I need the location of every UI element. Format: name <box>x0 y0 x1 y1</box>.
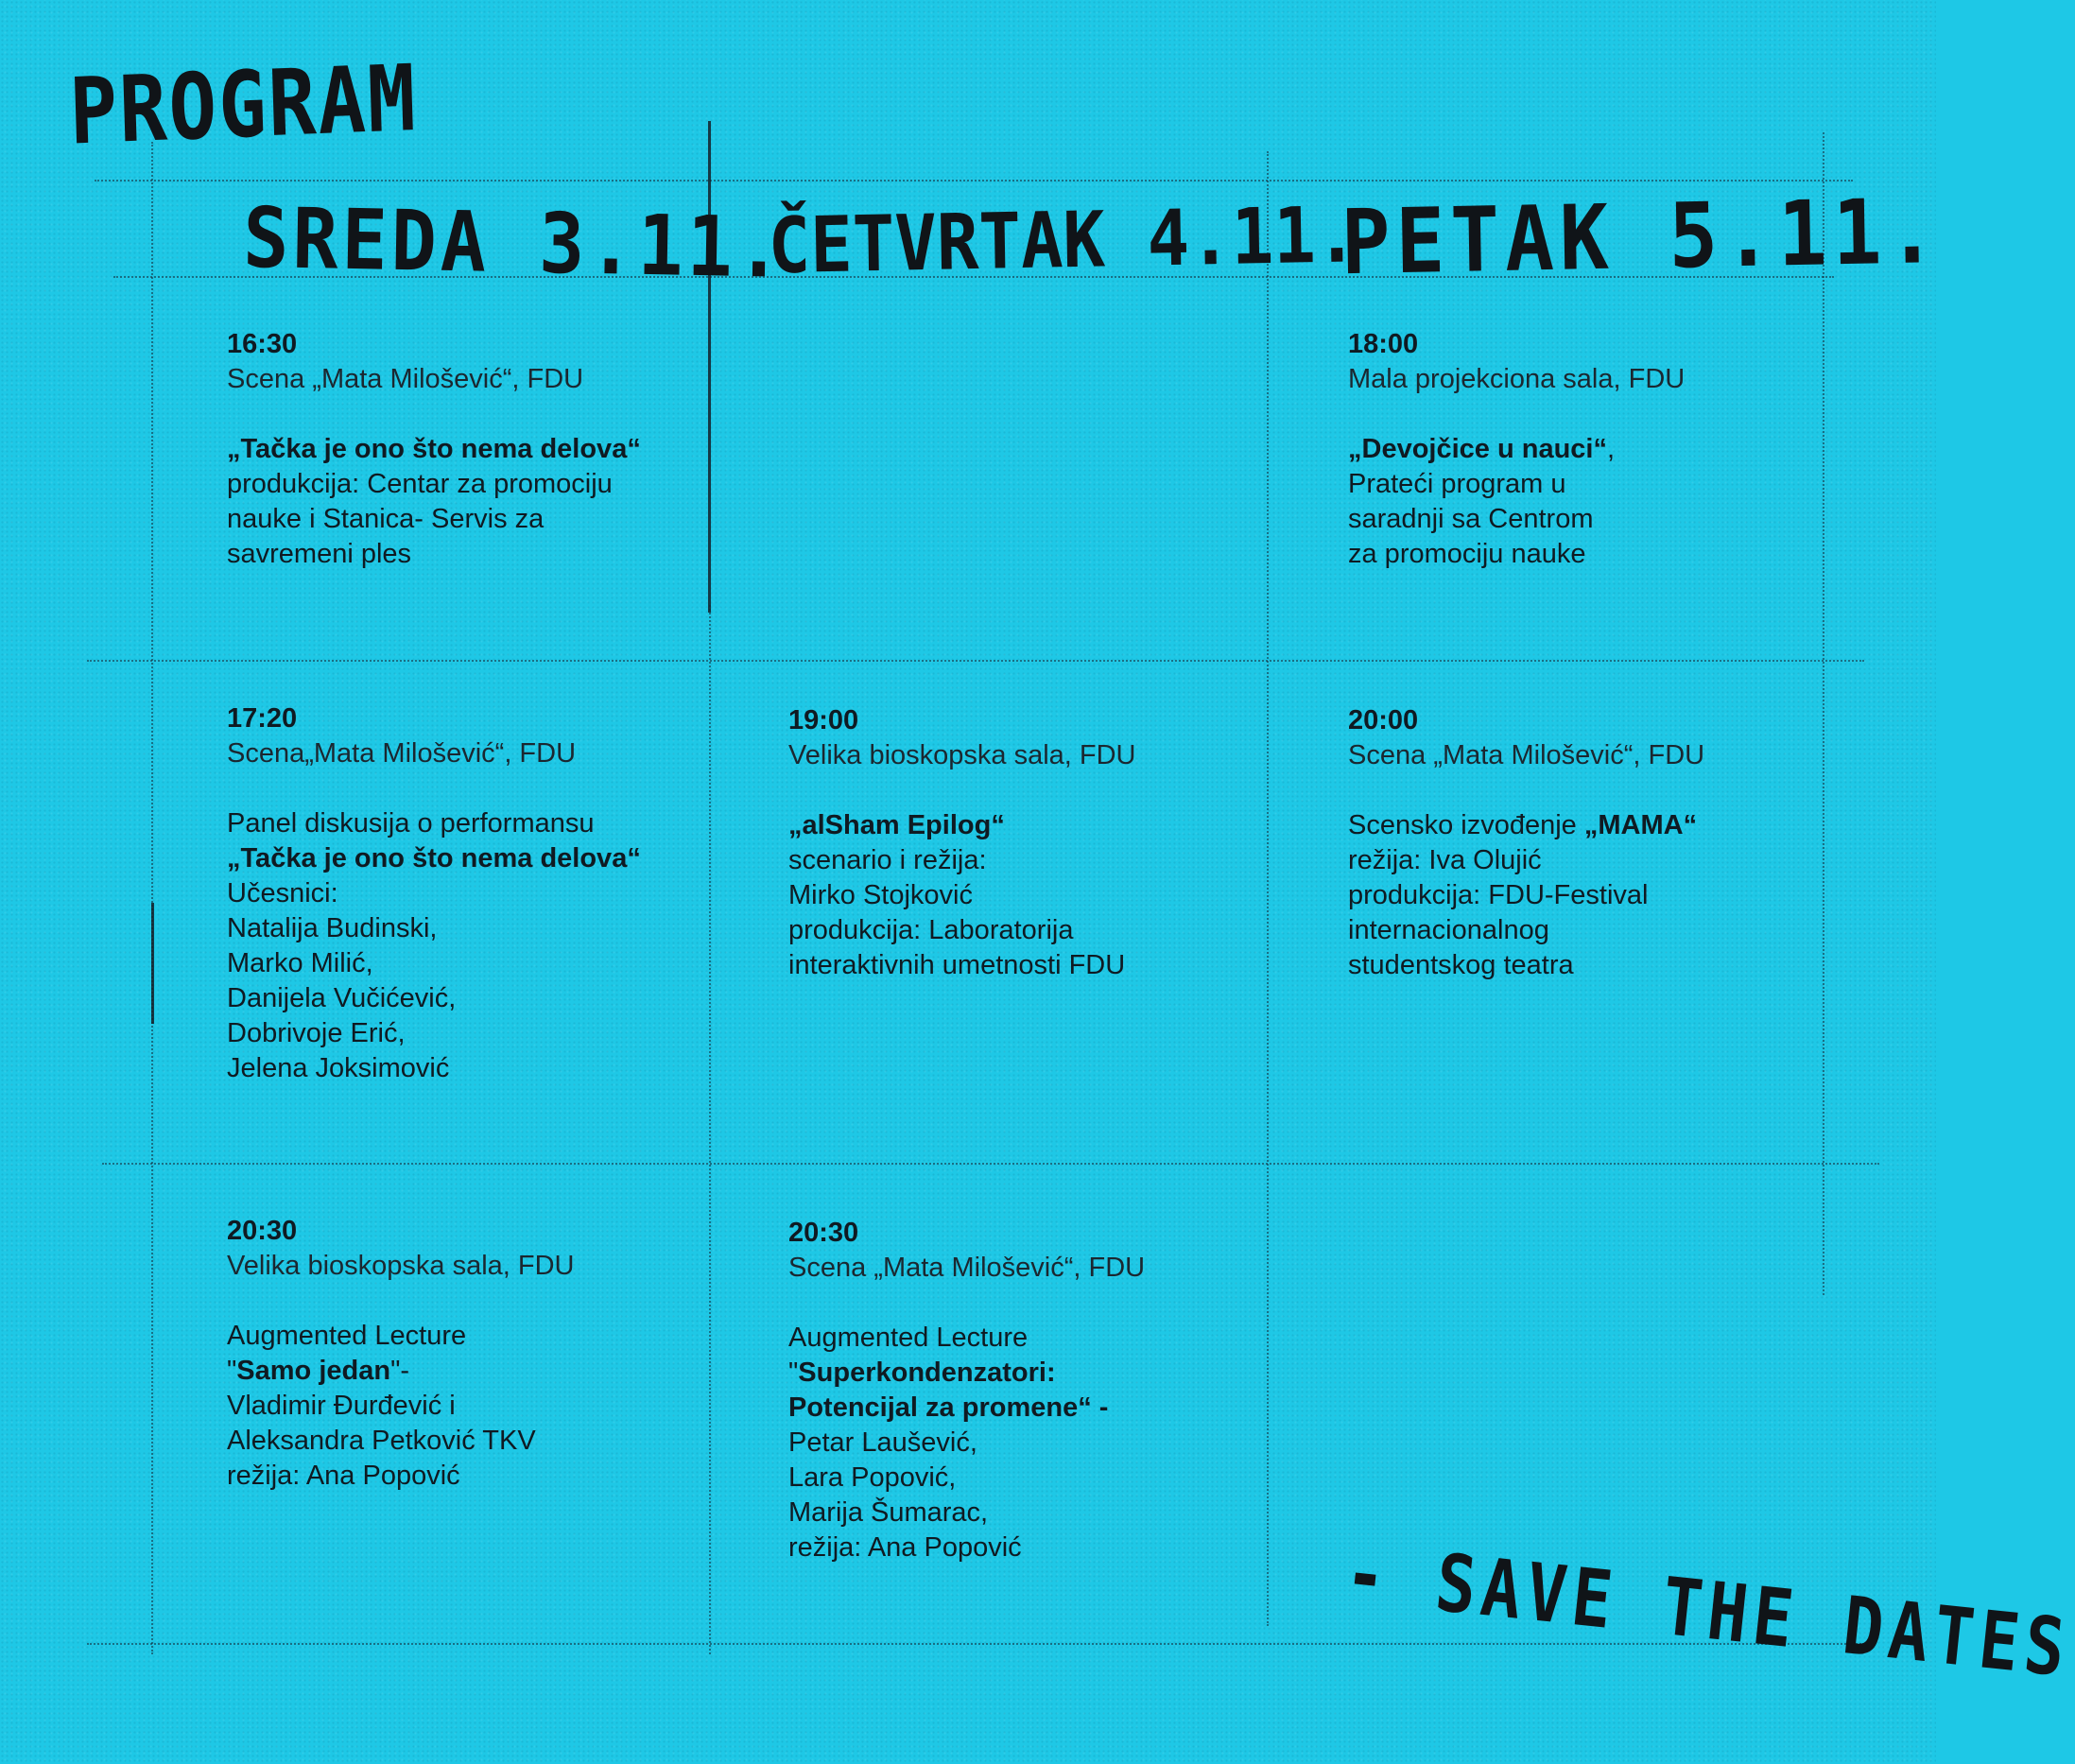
day-header-petak: PETAK 5.11. <box>1340 180 1944 296</box>
event-line: produkcija: Laboratorija <box>788 915 1074 945</box>
event-quote-open: " <box>227 1356 237 1386</box>
day-header-cetvrtak: ČETVRTAK 4.11. <box>767 190 1359 291</box>
event-line: režija: Ana Popović <box>788 1532 1022 1563</box>
event-line: Marko Milić, <box>227 948 373 978</box>
event-line: saradnji sa Centrom <box>1348 504 1594 534</box>
event-venue: Velika bioskopska sala, FDU <box>788 740 1136 770</box>
event-cetvrtak-1900 <box>788 703 1136 983</box>
event-line: Marija Šumarac, <box>788 1497 989 1528</box>
event-line: režija: Iva Olujić <box>1348 845 1542 875</box>
event-line: produkcija: FDU-Festival <box>1348 880 1649 910</box>
event-venue: Scena„Mata Milošević“, FDU <box>227 738 577 769</box>
event-line: za promociju nauke <box>1348 539 1586 569</box>
event-line: Dobrivoje Erić, <box>227 1018 406 1048</box>
event-venue: Scena „Mata Milošević“, FDU <box>788 1253 1146 1283</box>
event-line: Vladimir Đurđević i <box>227 1391 456 1421</box>
event-sreda-1630 <box>227 327 641 572</box>
grid-line-col1-solid <box>708 121 711 613</box>
event-title-2-suffix: “ - <box>1078 1392 1109 1423</box>
event-time: 20:00 <box>1348 705 1419 735</box>
save-the-dates-note: - SAVE THE DATES <box>1340 1526 2075 1696</box>
event-time: 18:00 <box>1348 329 1419 359</box>
event-time: 20:30 <box>788 1218 859 1248</box>
grid-line-col1 <box>709 605 711 1654</box>
program-title: PROGRAM <box>67 44 419 165</box>
event-title: „Devojčice u nauci“ <box>1348 434 1607 464</box>
event-title: Samo jedan <box>236 1356 391 1386</box>
event-line: Jelena Joksimović <box>227 1053 450 1083</box>
event-venue: Velika bioskopska sala, FDU <box>227 1251 575 1281</box>
event-time: 20:30 <box>227 1216 298 1246</box>
event-cetvrtak-2030 <box>788 1216 1145 1565</box>
event-line: Petar Laušević, <box>788 1427 977 1458</box>
event-title: „Tačka je ono što nema delova“ <box>227 434 641 464</box>
event-title-suffix: "- <box>390 1356 410 1386</box>
event-time: 16:30 <box>227 329 298 359</box>
event-venue: Mala projekciona sala, FDU <box>1348 364 1686 394</box>
event-sreda-1720 <box>227 701 641 1086</box>
event-quote-open: " <box>788 1358 799 1388</box>
event-line: savremeni ples <box>227 539 412 569</box>
event-line: nauke i Stanica- Servis za <box>227 504 545 534</box>
event-line: produkcija: Centar za promociju <box>227 469 613 499</box>
event-petak-2000 <box>1348 703 1704 983</box>
event-title: Superkondenzatori: <box>798 1358 1056 1388</box>
event-line: Aleksandra Petković TKV <box>227 1426 536 1456</box>
event-line: režija: Ana Popović <box>227 1461 460 1491</box>
event-line: Učesnici: <box>227 878 338 908</box>
event-title: „Tačka je ono što nema delova“ <box>227 843 641 873</box>
event-time: 17:20 <box>227 703 298 734</box>
event-line: Prateći program u <box>1348 469 1566 499</box>
grid-line-row1 <box>87 660 1864 662</box>
grid-line-top <box>95 180 1853 182</box>
event-venue: Scena „Mata Milošević“, FDU <box>1348 740 1705 770</box>
event-petak-1800 <box>1348 327 1685 572</box>
grid-mark <box>151 903 154 1024</box>
event-intro: Scensko izvođenje <box>1348 810 1584 840</box>
event-intro: Augmented Lecture <box>227 1321 467 1351</box>
grid-line-col2 <box>1267 151 1269 1626</box>
event-title-suffix: , <box>1607 434 1616 464</box>
event-title-2: Potencijal za promene <box>788 1392 1079 1423</box>
event-line: internacionalnog <box>1348 915 1549 945</box>
event-venue: Scena „Mata Milošević“, FDU <box>227 364 584 394</box>
event-line: interaktivnih umetnosti FDU <box>788 950 1126 980</box>
event-line: Mirko Stojković <box>788 880 973 910</box>
event-line: Danijela Vučićević, <box>227 983 457 1013</box>
event-intro: Augmented Lecture <box>788 1323 1029 1353</box>
grid-line-col3 <box>1823 132 1824 1295</box>
grid-line-row2 <box>102 1163 1879 1165</box>
event-line: Natalija Budinski, <box>227 913 438 943</box>
event-title: „MAMA“ <box>1583 810 1698 840</box>
event-time: 19:00 <box>788 705 859 735</box>
grid-line-col0 <box>151 142 153 1654</box>
event-sreda-2030 <box>227 1214 575 1494</box>
event-line: studentskog teatra <box>1348 950 1574 980</box>
event-title: „alSham Epilog“ <box>788 810 1005 840</box>
day-header-sreda: SREDA 3.11. <box>242 189 787 297</box>
event-line: scenario i režija: <box>788 845 987 875</box>
event-line: Lara Popović, <box>788 1462 957 1493</box>
event-intro: Panel diskusija o performansu <box>227 808 595 839</box>
